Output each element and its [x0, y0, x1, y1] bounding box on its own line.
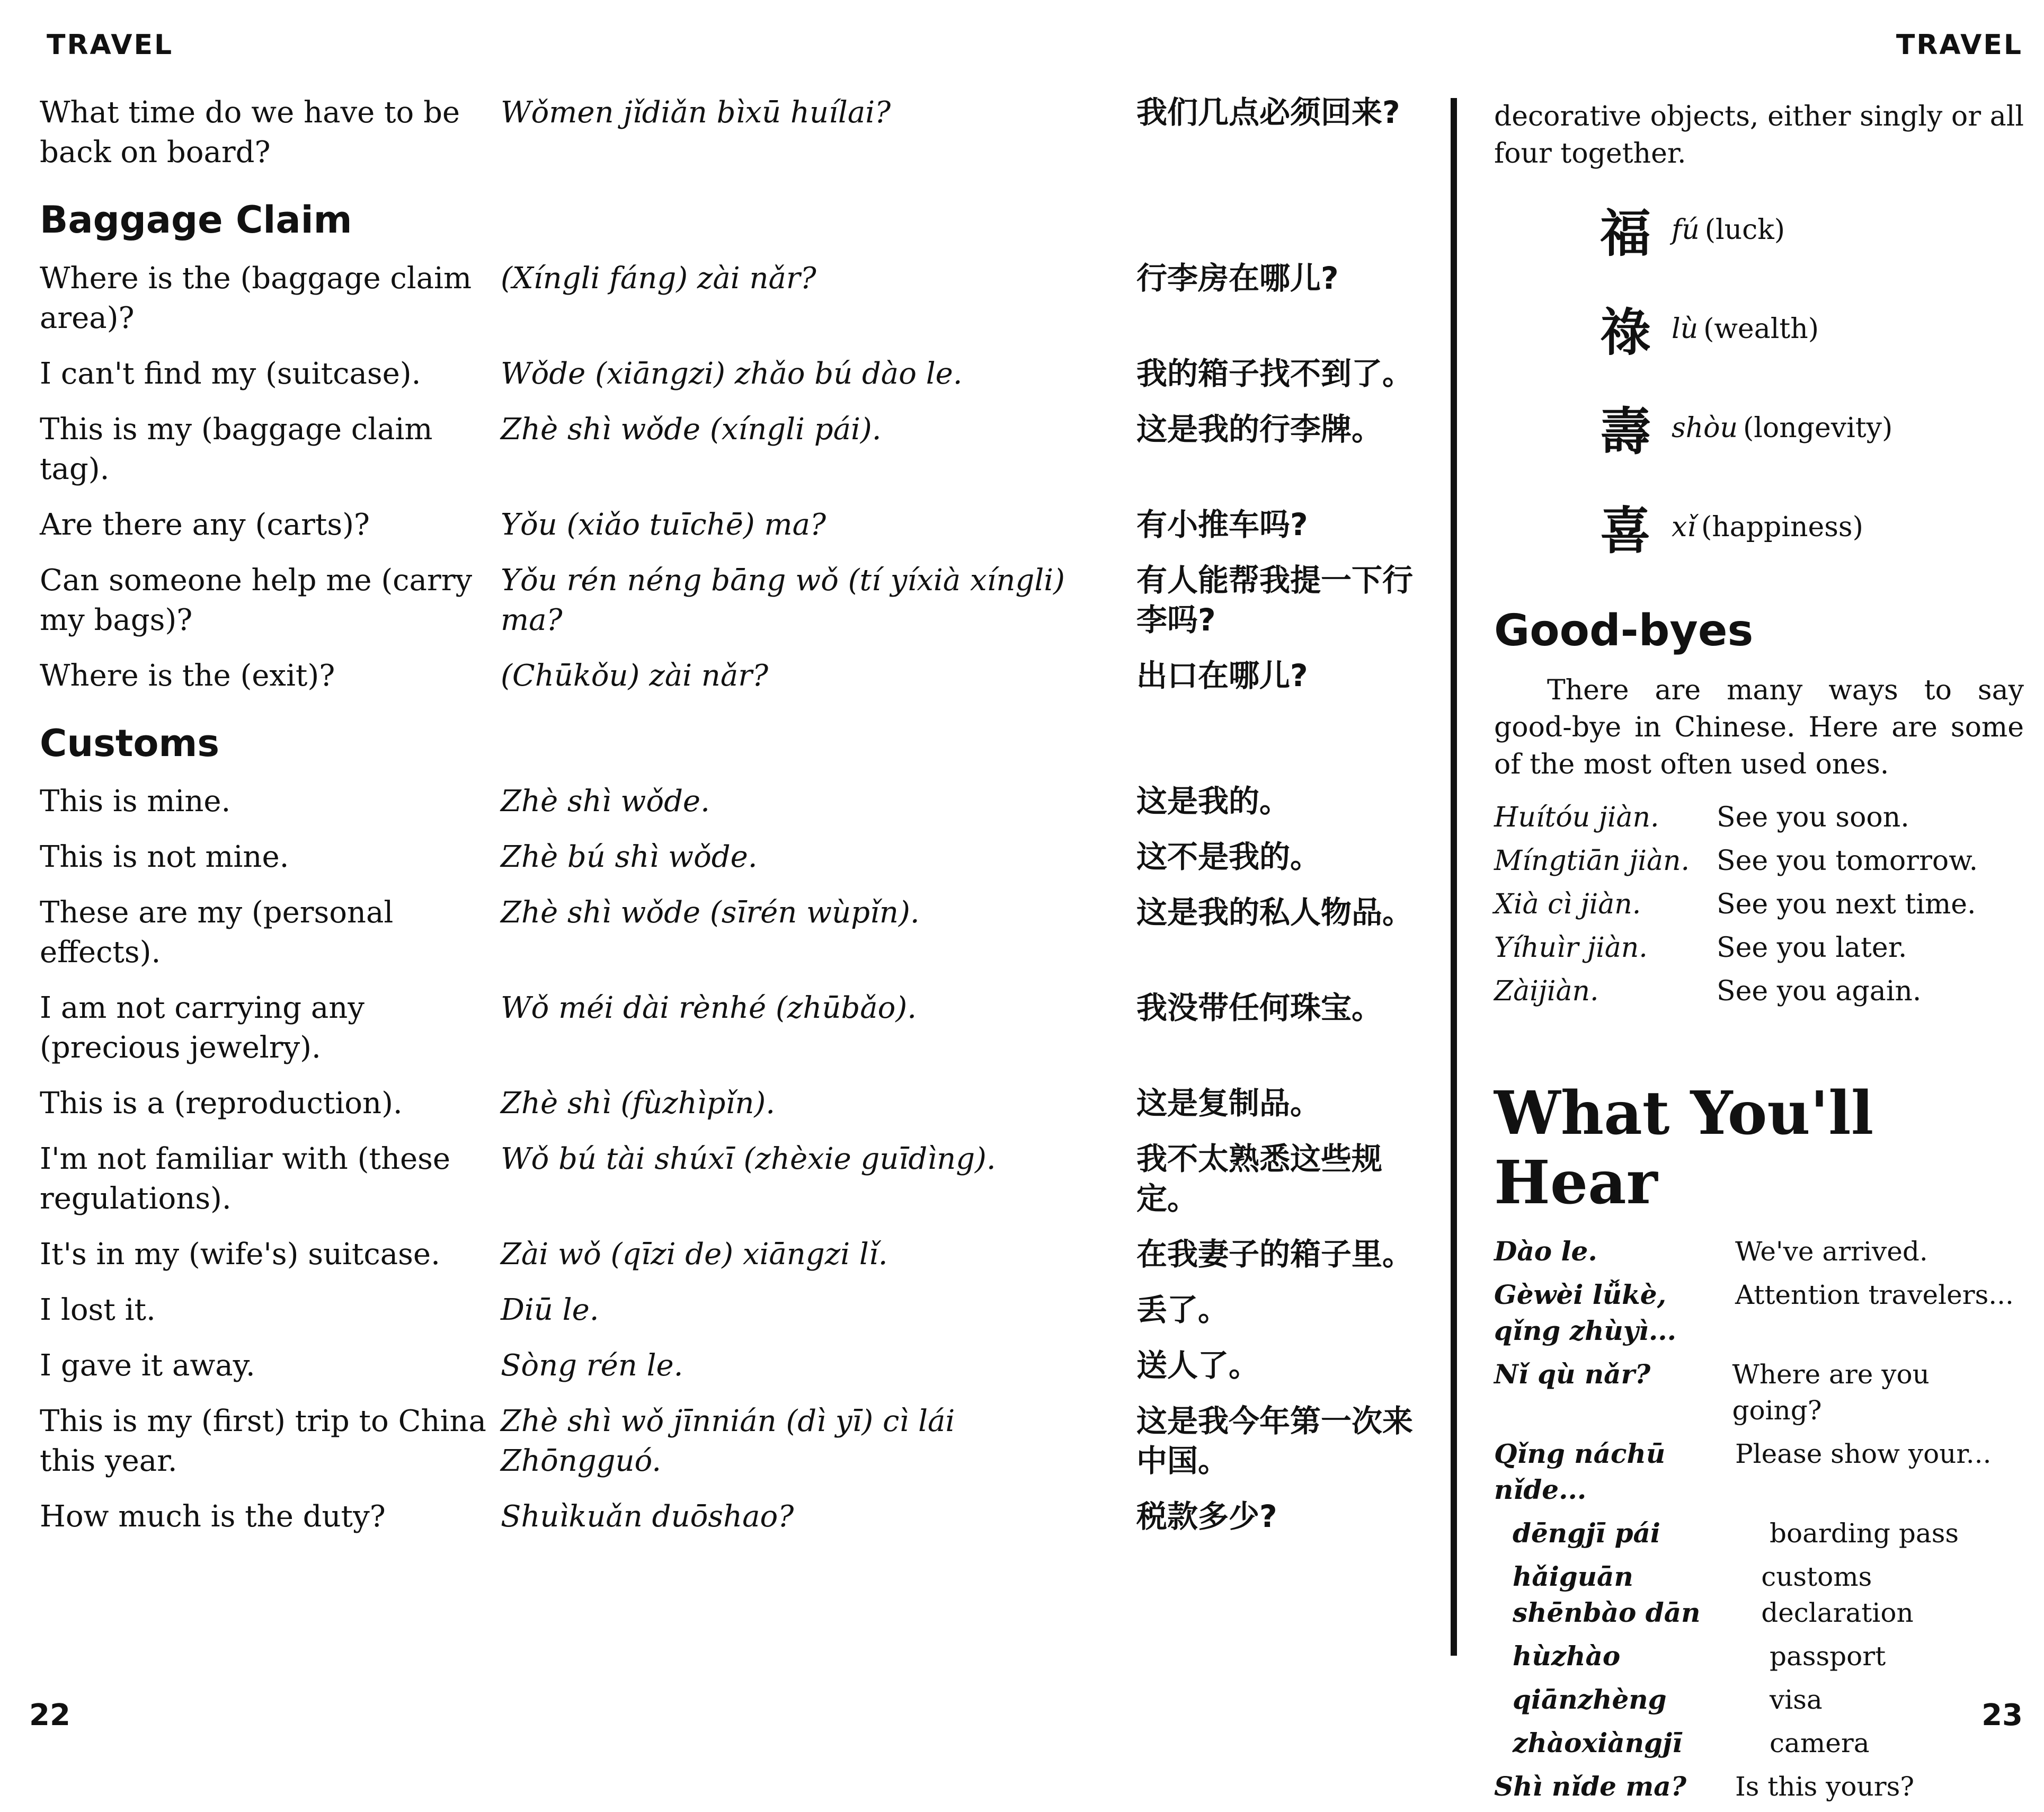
english-phrase: I am not carrying any (precious jewelry).	[40, 991, 365, 1065]
character-gloss: (luck)	[1704, 214, 1785, 246]
pinyin-phrase: Wǒ bú tài shúxī (zhèxie guīdìng).	[501, 1142, 996, 1176]
phrase-row	[40, 656, 1423, 696]
phrase-row	[40, 1346, 1423, 1385]
character-item	[1600, 193, 2024, 266]
chinese-phrase: 出口在哪儿?	[1136, 657, 1308, 694]
hear-english: Where are you going?	[1732, 1359, 1930, 1426]
pinyin-phrase: Zhè shì (fùzhìpǐn).	[501, 1086, 776, 1121]
hear-sub-row	[1494, 1725, 2024, 1761]
intro-paragraph: decorative objects, either singly or all four together.	[1494, 101, 2024, 170]
pinyin-phrase: Yǒu rén néng bāng wǒ (tí yíxià xíngli) ma?	[501, 563, 1065, 637]
hear-pinyin: Nǐ qù nǎr?	[1494, 1358, 1651, 1390]
section-heading-baggage-claim: Baggage Claim	[40, 198, 352, 242]
pinyin-phrase: Wǒmen jǐdiǎn bìxū huílai?	[501, 95, 891, 130]
chinese-phrase: 这不是我的。	[1136, 839, 1321, 875]
customs-rows	[40, 781, 1423, 1536]
hear-sub-english: customs declaration	[1761, 1561, 1914, 1628]
english-phrase: This is my (first) trip to China this year.	[40, 1404, 486, 1478]
hear-sub-english: boarding pass	[1770, 1518, 1959, 1549]
chinese-phrase: 这是我的行李牌。	[1136, 411, 1383, 447]
pinyin-phrase: Zhè shì wǒde.	[501, 784, 710, 819]
phrase-row	[40, 1401, 1423, 1481]
english-phrase: This is not mine.	[40, 840, 289, 874]
hear-sub-pinyin: hǎiguān shēnbào dān	[1513, 1561, 1701, 1628]
pinyin-phrase: Shuìkuǎn duōshao?	[501, 1499, 794, 1534]
good-bye-english: See you soon.	[1717, 802, 1909, 833]
good-byes-paragraph: There are many ways to say good-bye in Chinese. Here are some of the most often used ones.	[1494, 674, 2024, 780]
section-heading-good-byes: Good-byes	[1494, 606, 1754, 656]
good-bye-row	[1494, 886, 2024, 923]
chinese-phrase: 在我妻子的箱子里。	[1136, 1236, 1414, 1272]
character-gloss: (wealth)	[1703, 313, 1819, 345]
right-page	[1441, 0, 2044, 1802]
english-phrase: I lost it.	[40, 1293, 156, 1327]
hear-sub-row	[1494, 1638, 2024, 1674]
character-pinyin: fú	[1672, 214, 1700, 246]
hear-english: Is this yours?	[1735, 1771, 1915, 1802]
phrase-row	[40, 893, 1423, 972]
character-meaning	[1672, 214, 1785, 246]
good-byes-list	[1494, 799, 2024, 1010]
phrase-row	[40, 1234, 1423, 1274]
hear-sub-pinyin: hùzhào	[1513, 1640, 1621, 1672]
good-bye-english: See you again.	[1717, 975, 1922, 1007]
english-phrase: How much is the duty?	[40, 1499, 386, 1534]
pinyin-phrase: Diū le.	[501, 1293, 599, 1327]
english-phrase: Are there any (carts)?	[40, 507, 370, 542]
phrase-row	[40, 988, 1423, 1068]
blessing-characters	[1600, 193, 2024, 563]
english-phrase: Where is the (exit)?	[40, 658, 335, 693]
english-phrase: This is a (reproduction).	[40, 1086, 403, 1121]
phrase-table-left	[40, 93, 1423, 1552]
english-phrase: What time do we have to be back on board?	[40, 95, 460, 170]
hear-sub-row	[1494, 1682, 2024, 1718]
english-phrase: Can someone help me (carry my bags)?	[40, 563, 473, 637]
chinese-phrase: 这是我今年第一次来中国。	[1136, 1403, 1414, 1479]
phrase-row	[40, 781, 1423, 821]
chinese-phrase: 我没带任何珠宝。	[1136, 990, 1383, 1026]
character-item	[1600, 292, 2024, 365]
hear-english: Please show your...	[1735, 1438, 1992, 1469]
hear-pinyin: Gèwèi lǚkè, qǐng zhùyì...	[1494, 1279, 1677, 1346]
chinese-phrase: 丢了。	[1136, 1292, 1229, 1328]
hear-row	[1494, 1356, 2024, 1428]
pinyin-phrase: Yǒu (xiǎo tuīchē) ma?	[501, 507, 827, 542]
character-pinyin: shòu	[1672, 412, 1738, 444]
hear-sub-row	[1494, 1559, 2024, 1631]
hear-sub-pinyin: zhàoxiàngjī	[1513, 1727, 1683, 1758]
hear-english: Attention travelers...	[1735, 1280, 2014, 1310]
good-bye-row	[1494, 973, 2024, 1010]
good-bye-english: See you next time.	[1717, 889, 1976, 920]
hear-pinyin: Shì nǐde ma?	[1494, 1771, 1686, 1802]
hear-pinyin: Dào le.	[1494, 1236, 1597, 1267]
good-bye-row	[1494, 842, 2024, 880]
page-number-left: 22	[29, 1698, 70, 1733]
hear-row-final	[1494, 1769, 2024, 1805]
running-head-right: TRAVEL	[1896, 29, 2023, 61]
english-phrase: It's in my (wife's) suitcase.	[40, 1237, 440, 1272]
pinyin-phrase: Zhè bú shì wǒde.	[501, 840, 758, 874]
hear-row	[1494, 1277, 2024, 1349]
phrase-row	[40, 1497, 1423, 1536]
english-phrase: This is my (baggage claim tag).	[40, 412, 433, 486]
pinyin-phrase: Zhè shì wǒde (xíngli pái).	[501, 412, 882, 447]
pinyin-phrase: (Chūkǒu) zài nǎr?	[501, 658, 769, 693]
pinyin-phrase: Zhè shì wǒde (sīrén wùpǐn).	[501, 895, 920, 930]
good-bye-row	[1494, 799, 2024, 836]
character-gloss: (happiness)	[1701, 511, 1863, 543]
english-phrase: I'm not familiar with (these regulations).	[40, 1142, 451, 1216]
good-bye-pinyin: Xià cì jiàn.	[1494, 889, 1641, 920]
chinese-phrase: 有人能帮我提一下行李吗?	[1136, 562, 1414, 638]
hear-row	[1494, 1436, 2024, 1508]
english-phrase: I can't find my (suitcase).	[40, 356, 421, 391]
section-heading-customs: Customs	[40, 721, 220, 765]
good-bye-pinyin: Míngtiān jiàn.	[1494, 845, 1690, 877]
hear-sub-english: passport	[1770, 1641, 1886, 1672]
character-pinyin: xǐ	[1672, 511, 1696, 543]
chinese-phrase: 送人了。	[1136, 1347, 1260, 1383]
chinese-phrase: 这是复制品。	[1136, 1085, 1321, 1121]
character-pinyin: lù	[1672, 313, 1699, 345]
chinese-character: 壽	[1600, 402, 1651, 461]
pinyin-phrase: Sòng rén le.	[501, 1348, 683, 1383]
section-heading-what-youll-hear: What You'll Hear	[1494, 1079, 1874, 1218]
good-bye-row	[1494, 929, 2024, 966]
phrase-row	[40, 561, 1423, 640]
hear-sub-english: camera	[1770, 1728, 1870, 1758]
chinese-phrase: 有小推车吗?	[1136, 506, 1308, 543]
english-phrase: This is mine.	[40, 784, 231, 819]
chinese-phrase: 税款多少?	[1136, 1498, 1277, 1534]
character-meaning	[1672, 511, 1863, 543]
pinyin-phrase: Wǒ méi dài rènhé (zhūbǎo).	[501, 991, 917, 1025]
chinese-character: 祿	[1600, 303, 1651, 362]
character-gloss: (longevity)	[1743, 412, 1893, 444]
english-phrase: Where is the (baggage claim area)?	[40, 261, 472, 335]
character-item	[1600, 491, 2024, 563]
hear-row	[1494, 1233, 2024, 1269]
good-bye-english: See you tomorrow.	[1717, 845, 1978, 877]
character-item	[1600, 392, 2024, 464]
character-meaning	[1672, 412, 1892, 444]
good-bye-pinyin: Zàijiàn.	[1494, 975, 1599, 1007]
chinese-phrase: 这是我的。	[1136, 783, 1291, 819]
phrase-row	[40, 837, 1423, 877]
phrase-row	[40, 1083, 1423, 1123]
page-number-right: 23	[1981, 1698, 2023, 1733]
pinyin-phrase: Wǒde (xiāngzi) zhǎo bú dào le.	[501, 356, 963, 391]
baggage-claim-rows	[40, 259, 1423, 696]
pinyin-phrase: Zhè shì wǒ jīnnián (dì yī) cì lái Zhōngguó.	[501, 1404, 955, 1478]
right-page-content	[1494, 98, 2024, 1812]
phrase-row	[40, 93, 1423, 172]
phrase-row	[40, 410, 1423, 489]
pinyin-phrase: (Xíngli fáng) zài nǎr?	[501, 261, 816, 296]
english-phrase: I gave it away.	[40, 1348, 255, 1383]
chinese-phrase: 我不太熟悉这些规定。	[1136, 1141, 1383, 1216]
hear-pinyin: Qǐng náchū nǐde...	[1494, 1438, 1666, 1505]
what-youll-hear-list	[1494, 1233, 2024, 1805]
good-bye-english: See you later.	[1717, 932, 1907, 964]
phrase-row	[40, 354, 1423, 394]
chinese-phrase: 我的箱子找不到了。	[1136, 355, 1414, 392]
chinese-phrase: 行李房在哪儿?	[1136, 260, 1339, 296]
character-meaning	[1672, 313, 1819, 345]
hear-sub-english: visa	[1770, 1684, 1823, 1715]
pinyin-phrase: Zài wǒ (qīzi de) xiāngzi lǐ.	[501, 1237, 888, 1272]
hear-english: We've arrived.	[1735, 1236, 1928, 1267]
good-bye-pinyin: Yíhuìr jiàn.	[1494, 932, 1648, 964]
phrase-row	[40, 1290, 1423, 1330]
chinese-phrase: 我们几点必须回来?	[1136, 94, 1400, 130]
hear-sub-pinyin: dēngjī pái	[1513, 1517, 1660, 1549]
chinese-phrase: 这是我的私人物品。	[1136, 894, 1414, 930]
hear-sub-pinyin: qiānzhèng	[1513, 1684, 1667, 1715]
running-head-left: TRAVEL	[47, 29, 174, 61]
good-bye-pinyin: Huítóu jiàn.	[1494, 802, 1659, 833]
chinese-character: 喜	[1600, 501, 1651, 561]
english-phrase: These are my (personal effects).	[40, 895, 394, 970]
phrase-row	[40, 505, 1423, 545]
hear-sub-row	[1494, 1515, 2024, 1551]
phrase-row	[40, 1139, 1423, 1219]
chinese-character: 福	[1600, 204, 1651, 263]
phrase-row	[40, 259, 1423, 338]
